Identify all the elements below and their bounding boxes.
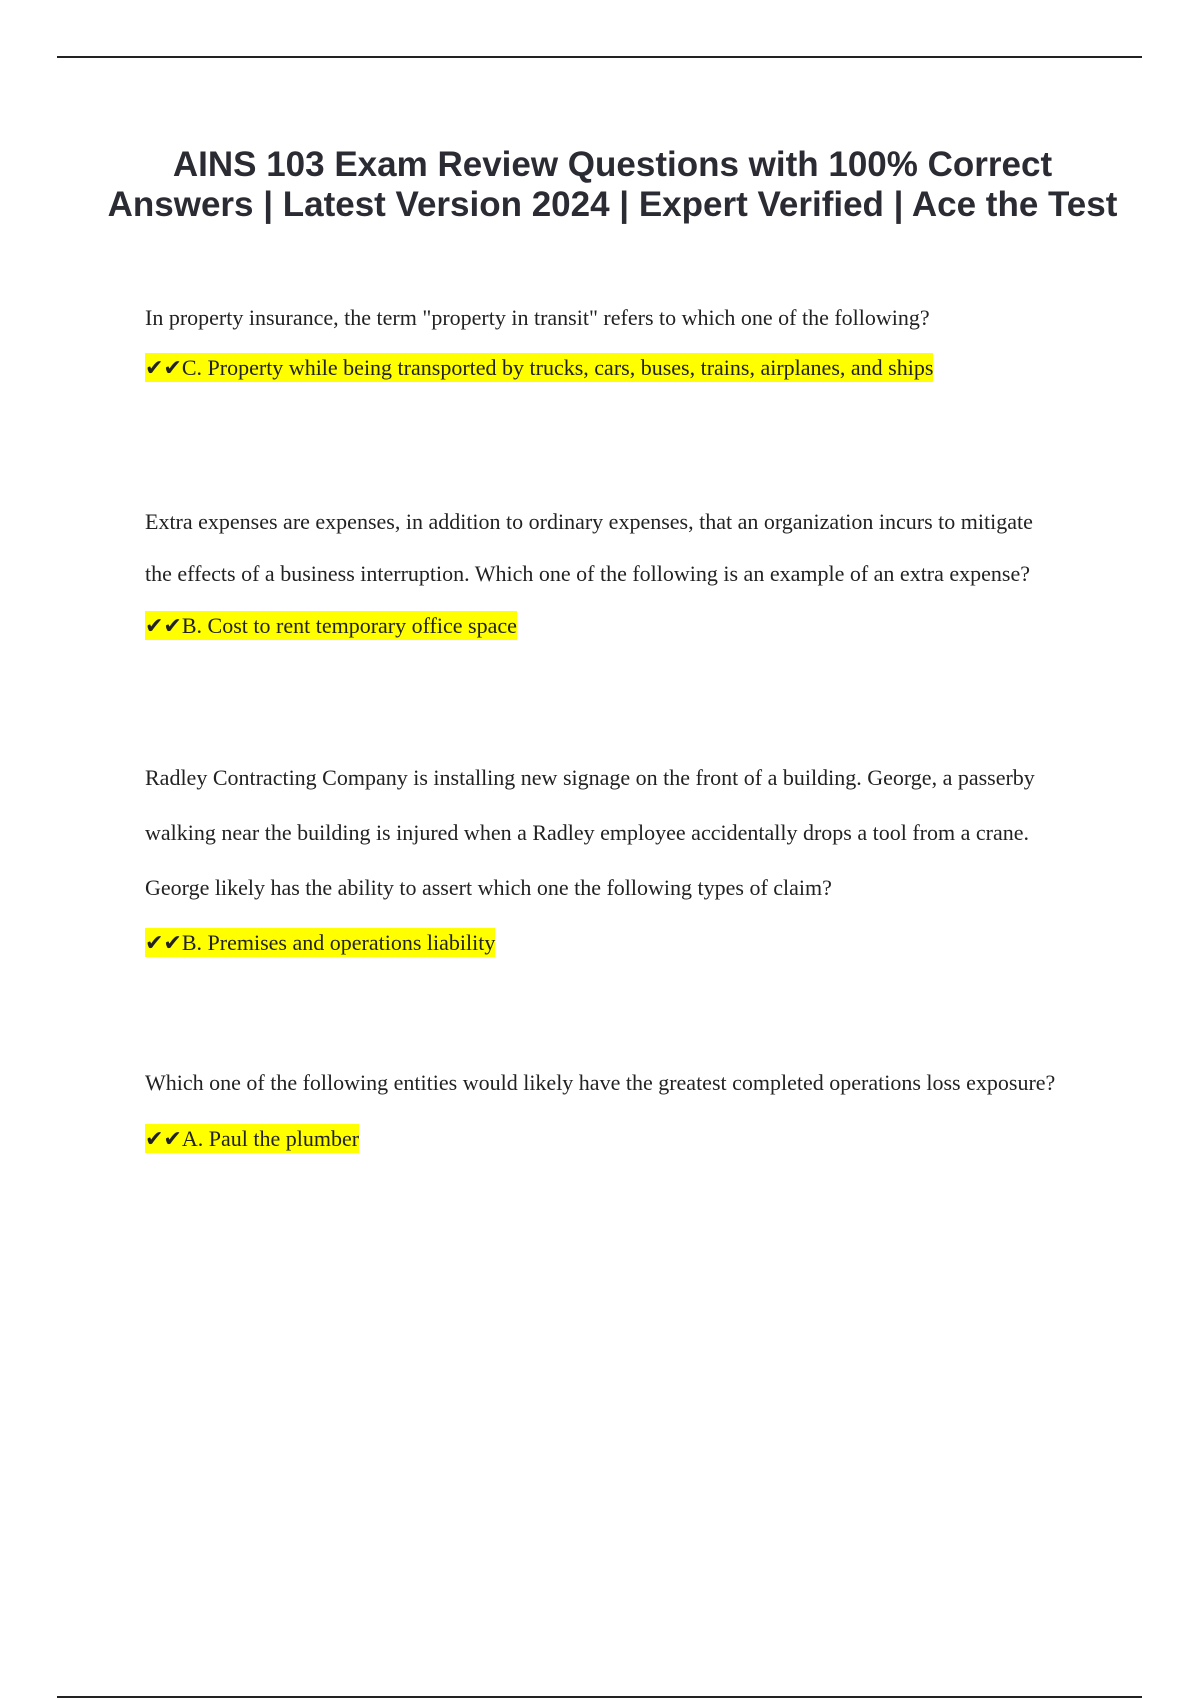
qa-item — [145, 750, 1065, 970]
document-title: AINS 103 Exam Review Questions with 100% Correct Answers | Latest Version 2024 | Expert Verified | Ace the Test — [107, 145, 1118, 224]
qa-item — [145, 496, 1065, 652]
qa-item — [145, 1055, 1065, 1167]
question-text: Radley Contracting Company is installing new signage on the front of a building. George, a passerby walking near the building is injured when a Radley employee accidentally drops a tool from a crane. George likely has the ability to assert which one the following types of claim? — [145, 765, 1035, 900]
question-text: In property insurance, the term "property in transit" refers to which one of the following? — [145, 305, 930, 330]
answer-highlight: ✔✔C. Property while being transported by trucks, cars, buses, trains, airplanes, and ships — [145, 355, 934, 380]
answer-highlight: ✔✔B. Premises and operations liability — [145, 930, 496, 955]
qa-item — [145, 303, 1065, 383]
bottom-rule — [57, 1696, 1142, 1698]
question-text: Extra expenses are expenses, in addition to ordinary expenses, that an organization incurs to mitigate the effects of a business interruption. Which one of the following is an example of an extra expense? — [145, 509, 1033, 586]
answer-highlight: ✔✔A. Paul the plumber — [145, 1126, 360, 1151]
question-text: Which one of the following entities would likely have the greatest completed operations loss exposure? — [145, 1070, 1056, 1095]
answer-highlight: ✔✔B. Cost to rent temporary office space — [145, 613, 517, 638]
top-rule — [57, 56, 1142, 58]
